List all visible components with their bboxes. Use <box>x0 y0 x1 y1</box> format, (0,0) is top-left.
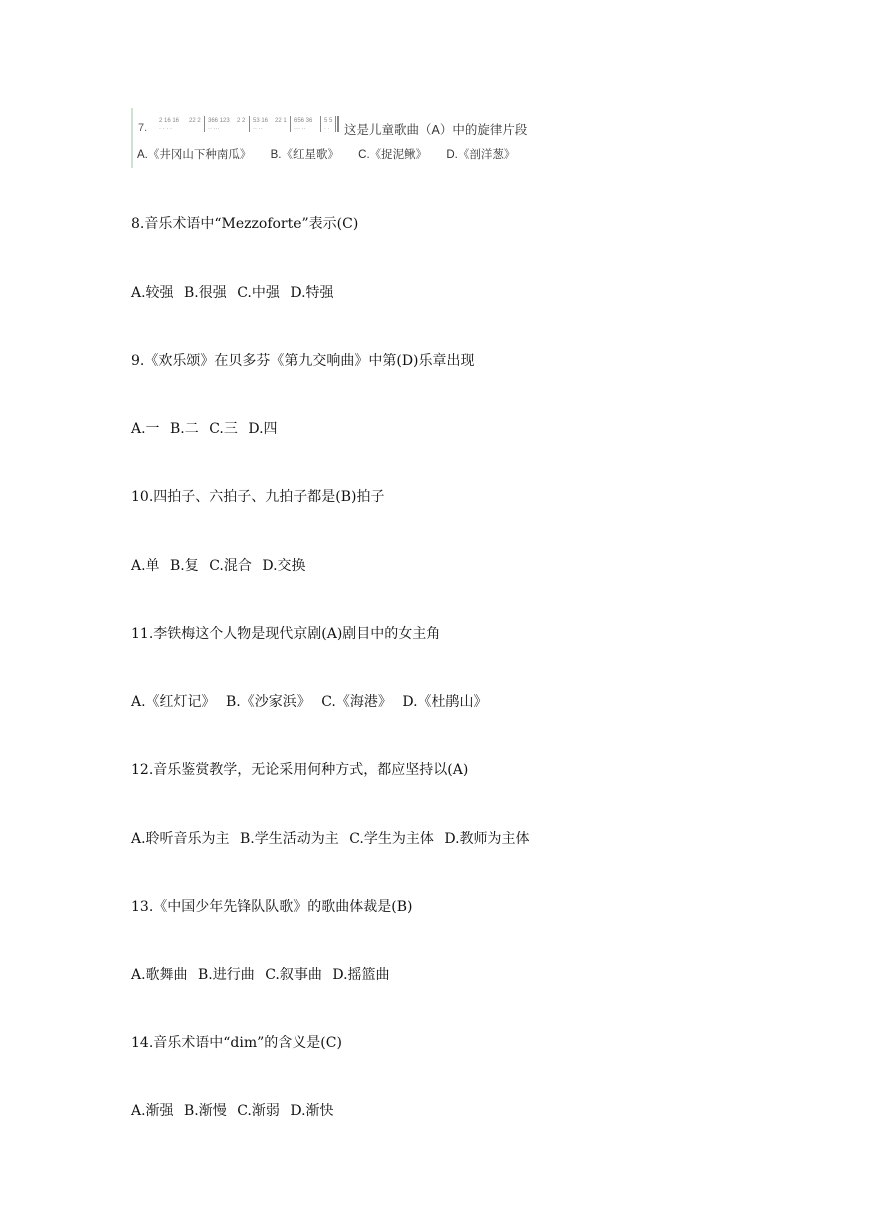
question-10-stem: 10.四拍子、六拍子、九拍子都是(B)拍子 <box>131 489 385 505</box>
answer-option: D.特强 <box>290 285 334 301</box>
question-8-stem: 8.音乐术语中“Mezzoforte”表示(C) <box>131 216 359 232</box>
svg-text:·· ··: ·· ·· <box>253 126 263 132</box>
question-7-number: 7. <box>138 122 148 134</box>
answer-option: D.摇篮曲 <box>332 967 390 983</box>
question-9-options <box>131 420 284 438</box>
answer-option: D.教师为主体 <box>444 831 530 847</box>
svg-text:5 5: 5 5 <box>324 118 333 124</box>
question-7-options <box>137 146 531 162</box>
question-11-stem: 11.李铁梅这个人物是现代京剧(A)剧目中的女主角 <box>131 626 441 642</box>
answer-option: B.二 <box>170 421 199 437</box>
answer-option: B.进行曲 <box>198 967 255 983</box>
question-7-option: A.《井冈山下种南瓜》 <box>137 149 252 161</box>
svg-text:22 2: 22 2 <box>189 118 201 124</box>
question-7-option: B.《红星歌》 <box>270 149 339 161</box>
answer-option: B.渐慢 <box>184 1103 227 1119</box>
question-7-figure <box>131 108 537 168</box>
svg-text:656 36: 656 36 <box>294 118 313 124</box>
question-7-option: C.《捉泥鳅》 <box>358 149 428 161</box>
answer-option: C.《海港》 <box>321 694 392 710</box>
answer-option: A.渐强 <box>131 1103 174 1119</box>
answer-option: A.《红灯记》 <box>131 694 216 710</box>
answer-option: C.三 <box>209 421 238 437</box>
svg-text:53 16: 53 16 <box>253 118 269 124</box>
answer-option: D.四 <box>248 421 278 437</box>
answer-option: C.中强 <box>237 285 280 301</box>
svg-text:2 2: 2 2 <box>237 118 246 124</box>
question-8-options <box>131 284 340 302</box>
answer-option: B.《沙家浜》 <box>226 694 311 710</box>
answer-option: A.一 <box>131 421 160 437</box>
question-12-stem: 12.音乐鉴赏教学，无论采用何种方式，都应坚持以(A) <box>131 762 469 778</box>
answer-option: C.叙事曲 <box>265 967 322 983</box>
question-9-stem: 9.《欢乐颂》在贝多芬《第九交响曲》中第(D)乐章出现 <box>131 353 475 369</box>
answer-option: A.歌舞曲 <box>131 967 188 983</box>
svg-text:··· ··: ··· ·· <box>294 126 306 132</box>
question-7-option: D.《剖洋葱》 <box>446 149 516 161</box>
question-7-stem: 这是儿童歌曲（A）中的旋律片段 <box>344 123 528 137</box>
answer-option: A.较强 <box>131 285 174 301</box>
answer-option: C.混合 <box>209 558 252 574</box>
answer-option: C.学生为主体 <box>349 831 434 847</box>
svg-text:·· ···: ·· ··· <box>208 126 220 132</box>
answer-option: D.《杜鹃山》 <box>402 694 488 710</box>
svg-text:366 123: 366 123 <box>208 118 230 124</box>
answer-option: D.交换 <box>262 558 306 574</box>
answer-option: A.单 <box>131 558 160 574</box>
music-notation-image <box>157 114 355 136</box>
question-13-stem: 13.《中国少年先锋队队歌》的歌曲体裁是(B) <box>131 899 413 915</box>
answer-option: D.渐快 <box>290 1103 334 1119</box>
svg-text:2 16 16: 2 16 16 <box>159 118 180 124</box>
svg-text:22 1: 22 1 <box>275 118 287 124</box>
answer-option: B.学生活动为主 <box>240 831 339 847</box>
answer-option: B.复 <box>170 558 199 574</box>
question-11-options <box>131 693 494 711</box>
svg-text:· · · ·: · · · · <box>159 126 172 132</box>
svg-text:· ·: · · <box>324 126 330 132</box>
answer-option: B.很强 <box>184 285 227 301</box>
question-12-options <box>131 830 536 848</box>
question-14-stem: 14.音乐术语中“dim”的含义是(C) <box>131 1035 342 1051</box>
question-10-options <box>131 557 312 575</box>
answer-option: A.聆听音乐为主 <box>131 831 230 847</box>
question-13-options <box>131 966 396 984</box>
answer-option: C.渐弱 <box>237 1103 280 1119</box>
question-14-options <box>131 1102 340 1120</box>
